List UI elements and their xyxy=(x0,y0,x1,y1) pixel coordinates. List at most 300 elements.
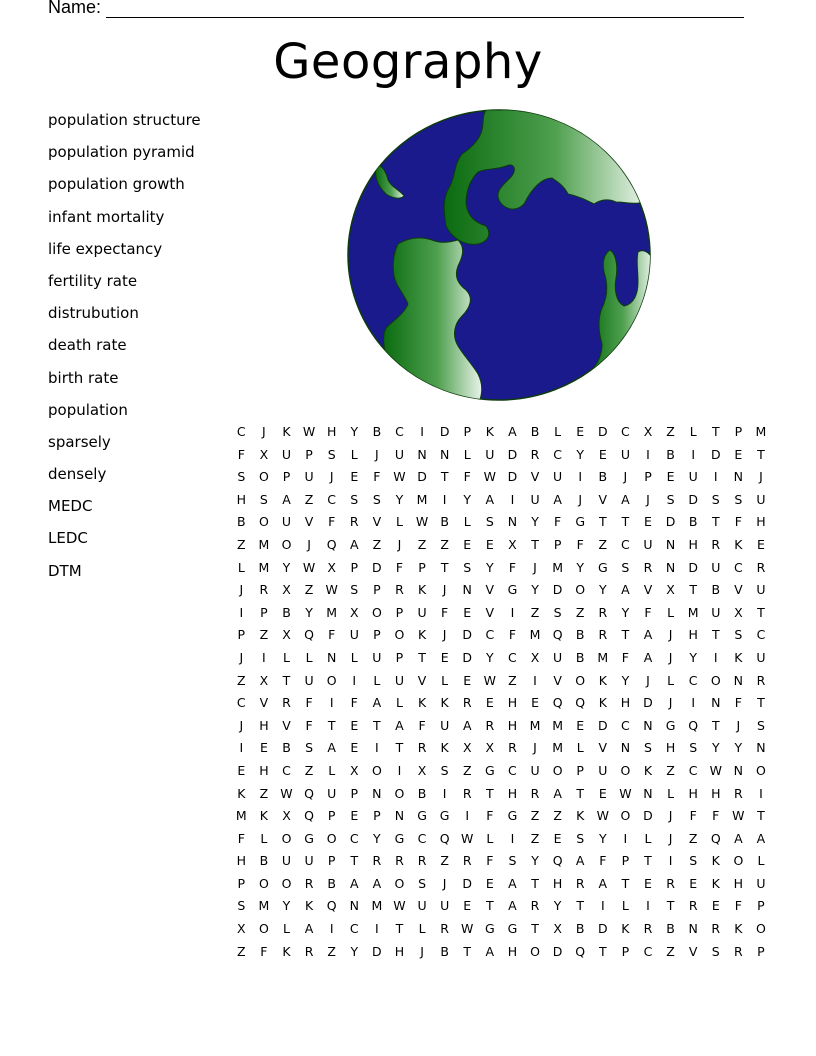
word-list-item: population growth xyxy=(48,175,185,194)
word-list-item: birth rate xyxy=(48,368,119,387)
grid-letter: C xyxy=(756,627,766,643)
grid-letter: J xyxy=(442,627,447,643)
grid-letter: F xyxy=(441,604,449,620)
grid-letter: X xyxy=(734,604,743,620)
grid-letter: V xyxy=(304,514,314,530)
grid-letter: X xyxy=(237,921,246,937)
grid-letter: Z xyxy=(666,762,675,778)
grid-letter: N xyxy=(665,536,676,552)
grid-letter: S xyxy=(666,491,675,507)
grid-letter: U xyxy=(756,582,766,598)
grid-letter: F xyxy=(486,808,494,824)
grid-letter: A xyxy=(327,740,336,756)
grid-letter: Z xyxy=(327,943,336,959)
grid-letter: Y xyxy=(531,514,539,530)
grid-letter: U xyxy=(530,491,540,507)
grid-letter: U xyxy=(304,853,314,869)
grid-letter: E xyxy=(666,469,675,485)
grid-letter: F xyxy=(328,514,336,530)
grid-letter: T xyxy=(711,424,720,439)
grid-letter: R xyxy=(756,672,766,688)
grid-letter: J xyxy=(307,536,311,552)
grid-letter: G xyxy=(394,830,405,846)
grid-letter: Y xyxy=(486,559,494,575)
grid-letter: J xyxy=(262,424,266,439)
grid-letter: Y xyxy=(531,582,539,598)
grid-letter: Z xyxy=(530,604,540,620)
grid-letter: C xyxy=(688,672,698,688)
grid-letter: U xyxy=(281,853,292,869)
grid-letter: F xyxy=(644,604,652,620)
grid-letter: N xyxy=(756,740,766,756)
grid-letter: E xyxy=(463,898,472,914)
grid-letter: N xyxy=(643,785,653,801)
grid-letter: T xyxy=(531,875,539,891)
grid-letter: X xyxy=(282,808,291,824)
grid-letter: A xyxy=(508,424,517,439)
grid-letter: U xyxy=(711,604,721,620)
grid-letter: R xyxy=(508,740,517,756)
grid-letter: D xyxy=(462,649,473,665)
grid-letter: I xyxy=(646,446,650,462)
grid-letter: P xyxy=(350,559,359,575)
grid-letter: J xyxy=(759,469,763,485)
grid-letter: E xyxy=(553,830,562,846)
grid-letter: I xyxy=(623,830,628,846)
grid-letter: W xyxy=(393,898,406,914)
grid-letter: L xyxy=(283,649,290,665)
grid-letter: E xyxy=(576,717,585,733)
grid-letter: R xyxy=(643,921,653,937)
grid-letter: Y xyxy=(350,424,359,439)
grid-letter: U xyxy=(417,604,427,620)
grid-letter: Q xyxy=(304,627,314,643)
grid-letter: C xyxy=(688,762,698,778)
grid-letter: P xyxy=(644,469,652,485)
grid-letter: L xyxy=(418,921,426,937)
grid-letter: A xyxy=(553,491,562,507)
grid-letter: U xyxy=(756,875,766,891)
grid-letter: O xyxy=(530,943,540,959)
grid-letter: S xyxy=(259,491,268,507)
grid-letter: C xyxy=(621,717,630,733)
grid-letter: N xyxy=(462,582,472,598)
grid-letter: I xyxy=(375,740,379,756)
grid-letter: D xyxy=(597,717,608,733)
grid-letter: U xyxy=(711,559,721,575)
word-search-grid xyxy=(230,421,772,963)
grid-letter: X xyxy=(462,740,472,756)
grid-letter: U xyxy=(643,536,653,552)
grid-letter: R xyxy=(711,921,721,937)
grid-letter: R xyxy=(734,785,743,801)
grid-letter: U xyxy=(304,672,314,688)
grid-letter: E xyxy=(440,649,449,665)
grid-letter: M xyxy=(371,898,383,914)
grid-letter: P xyxy=(463,424,471,439)
word-list-item: infant mortality xyxy=(48,207,165,226)
grid-letter: M xyxy=(529,717,541,733)
grid-letter: Z xyxy=(259,785,269,801)
grid-letter: H xyxy=(507,717,518,733)
grid-letter: T xyxy=(418,649,426,665)
grid-letter: U xyxy=(756,649,766,665)
grid-letter: G xyxy=(417,808,427,824)
grid-letter: P xyxy=(395,604,404,620)
grid-letter: C xyxy=(508,762,517,778)
grid-letter: A xyxy=(282,491,291,507)
grid-letter: L xyxy=(350,649,358,665)
grid-letter: P xyxy=(757,943,765,959)
grid-letter: K xyxy=(621,921,630,937)
grid-letter: T xyxy=(757,808,765,824)
grid-letter: O xyxy=(258,921,269,937)
grid-letter: H xyxy=(688,627,698,643)
grid-letter: Z xyxy=(688,830,698,846)
grid-letter: X xyxy=(553,921,562,937)
grid-letter: J xyxy=(646,491,650,507)
grid-letter: C xyxy=(395,424,404,439)
grid-letter: D xyxy=(597,424,608,439)
grid-letter: K xyxy=(417,695,427,711)
grid-letter: T xyxy=(598,514,607,530)
grid-letter: I xyxy=(510,830,515,846)
grid-letter: Z xyxy=(530,830,540,846)
grid-letter: S xyxy=(689,740,698,756)
grid-letter: U xyxy=(281,446,292,462)
grid-letter: Z xyxy=(575,604,585,620)
grid-letter: Q xyxy=(575,695,586,711)
grid-letter: W xyxy=(732,808,745,824)
grid-letter: E xyxy=(644,514,652,530)
grid-letter: I xyxy=(646,898,650,914)
grid-letter: B xyxy=(327,875,336,891)
grid-letter: V xyxy=(485,604,495,620)
grid-letter: F xyxy=(418,717,426,733)
grid-letter: P xyxy=(237,875,246,891)
grid-letter: P xyxy=(327,808,336,824)
grid-letter: E xyxy=(711,898,720,914)
grid-letter: R xyxy=(259,582,269,598)
grid-letter: A xyxy=(372,695,382,711)
grid-letter: D xyxy=(507,446,518,462)
grid-letter: T xyxy=(327,717,336,733)
grid-letter: K xyxy=(440,695,449,711)
grid-letter: O xyxy=(258,875,269,891)
grid-letter: I xyxy=(691,446,696,462)
grid-letter: I xyxy=(759,785,763,801)
grid-letter: F xyxy=(305,695,313,711)
grid-letter: F xyxy=(621,649,629,665)
grid-letter: J xyxy=(239,717,244,733)
grid-letter: V xyxy=(734,582,743,598)
grid-letter: E xyxy=(350,740,359,756)
grid-letter: A xyxy=(598,875,608,891)
grid-letter: O xyxy=(371,762,382,778)
grid-letter: K xyxy=(259,808,268,824)
grid-letter: B xyxy=(688,514,698,530)
grid-letter: F xyxy=(395,559,404,575)
grid-letter: Q xyxy=(304,808,314,824)
grid-letter: B xyxy=(282,604,291,620)
grid-letter: T xyxy=(486,898,494,914)
grid-letter: K xyxy=(598,672,607,688)
grid-letter: P xyxy=(305,446,313,462)
grid-letter: J xyxy=(668,830,673,846)
grid-letter: S xyxy=(463,559,472,575)
word-list-item: LEDC xyxy=(48,529,88,548)
word-list-item: densely xyxy=(48,465,107,484)
grid-letter: E xyxy=(463,536,472,552)
grid-letter: E xyxy=(463,604,472,620)
grid-letter: R xyxy=(349,514,359,530)
grid-letter: O xyxy=(620,762,631,778)
name-field xyxy=(48,0,744,18)
grid-letter: J xyxy=(375,446,379,462)
grid-letter: R xyxy=(440,921,449,937)
grid-letter: E xyxy=(485,536,494,552)
grid-letter: R xyxy=(756,559,766,575)
grid-letter: E xyxy=(598,785,607,801)
grid-letter: F xyxy=(305,717,313,733)
grid-letter: F xyxy=(260,943,268,959)
grid-letter: P xyxy=(373,582,381,598)
grid-letter: S xyxy=(734,627,743,643)
grid-letter: W xyxy=(596,808,609,824)
grid-letter: P xyxy=(418,559,426,575)
grid-letter: A xyxy=(485,491,495,507)
grid-letter: L xyxy=(554,424,562,439)
grid-letter: U xyxy=(327,785,337,801)
grid-letter: Y xyxy=(711,740,720,756)
grid-letter: O xyxy=(326,672,337,688)
grid-letter: I xyxy=(668,853,673,869)
grid-letter: R xyxy=(530,898,540,914)
grid-letter: E xyxy=(485,695,494,711)
grid-letter: T xyxy=(644,853,652,869)
grid-letter: N xyxy=(665,559,676,575)
name-line[interactable] xyxy=(106,0,744,18)
grid-letter: C xyxy=(236,695,246,711)
grid-letter: P xyxy=(260,604,268,620)
grid-letter: F xyxy=(486,853,494,869)
grid-letter: Y xyxy=(621,672,630,688)
grid-letter: M xyxy=(552,740,563,756)
grid-letter: Q xyxy=(552,853,563,869)
page-title: Geography xyxy=(273,34,543,90)
word-list-item: sparsely xyxy=(48,432,111,451)
grid-letter: S xyxy=(576,830,585,846)
grid-letter: U xyxy=(304,469,314,485)
grid-letter: Q xyxy=(326,898,337,914)
grid-letter: J xyxy=(420,943,424,959)
grid-letter: L xyxy=(441,672,449,688)
grid-letter: A xyxy=(508,898,517,914)
grid-letter: O xyxy=(733,853,744,869)
grid-letter: G xyxy=(439,808,450,824)
word-list-item: population structure xyxy=(48,111,201,129)
grid-letter: G xyxy=(507,808,518,824)
grid-letter: R xyxy=(688,898,698,914)
grid-letter: J xyxy=(668,649,673,665)
grid-letter: Y xyxy=(734,740,743,756)
grid-letter: L xyxy=(328,762,336,778)
grid-letter: D xyxy=(552,582,563,598)
grid-letter: R xyxy=(372,853,382,869)
grid-letter: T xyxy=(576,785,585,801)
grid-letter: M xyxy=(552,717,563,733)
grid-letter: K xyxy=(734,921,743,937)
grid-letter: Z xyxy=(304,762,314,778)
grid-letter: T xyxy=(711,514,720,530)
grid-letter: Q xyxy=(304,785,314,801)
grid-letter: Z xyxy=(417,536,427,552)
grid-letter: E xyxy=(350,808,359,824)
grid-letter: T xyxy=(395,740,404,756)
grid-letter: U xyxy=(598,762,608,778)
grid-letter: C xyxy=(417,830,427,846)
grid-letter: T xyxy=(373,717,381,733)
grid-letter: O xyxy=(281,536,292,552)
grid-letter: E xyxy=(598,446,607,462)
grid-letter: W xyxy=(302,424,316,439)
grid-letter: R xyxy=(417,853,427,869)
grid-letter: U xyxy=(349,627,359,643)
grid-letter: S xyxy=(237,898,246,914)
grid-letter: T xyxy=(395,921,404,937)
grid-letter: B xyxy=(440,943,449,959)
grid-letter: X xyxy=(259,672,269,688)
grid-letter: U xyxy=(394,672,405,688)
grid-letter: Q xyxy=(552,695,563,711)
grid-letter: L xyxy=(667,785,675,801)
grid-letter: F xyxy=(328,627,336,643)
grid-letter: X xyxy=(349,762,359,778)
grid-letter: R xyxy=(598,627,608,643)
grid-letter: F xyxy=(237,830,245,846)
grid-letter: O xyxy=(710,672,721,688)
word-list-item: death rate xyxy=(48,336,127,355)
grid-letter: L xyxy=(260,830,268,846)
grid-letter: D xyxy=(710,446,721,462)
grid-letter: L xyxy=(486,830,494,846)
grid-letter: D xyxy=(643,808,653,824)
grid-letter: K xyxy=(576,808,585,824)
grid-letter: T xyxy=(666,898,675,914)
grid-letter: S xyxy=(621,559,630,575)
grid-letter: W xyxy=(393,469,406,485)
grid-letter: V xyxy=(417,672,427,688)
grid-letter: O xyxy=(394,785,405,801)
grid-letter: B xyxy=(440,514,449,530)
grid-letter: R xyxy=(304,943,314,959)
grid-letter: I xyxy=(600,898,605,914)
grid-letter: D xyxy=(462,875,473,891)
grid-letter: D xyxy=(507,469,518,485)
grid-letter: V xyxy=(688,943,698,959)
grid-letter: E xyxy=(237,762,246,778)
grid-letter: C xyxy=(282,762,291,778)
grid-letter: N xyxy=(372,785,382,801)
grid-letter: F xyxy=(734,695,742,711)
grid-letter: I xyxy=(239,604,244,620)
grid-letter: P xyxy=(757,898,765,914)
grid-letter: I xyxy=(510,491,515,507)
grid-letter: B xyxy=(282,740,291,756)
grid-letter: T xyxy=(350,853,359,869)
grid-letter: T xyxy=(621,627,630,643)
grid-letter: J xyxy=(533,559,537,575)
grid-letter: Y xyxy=(689,649,697,665)
grid-letter: E xyxy=(757,536,765,552)
grid-letter: R xyxy=(395,853,404,869)
grid-letter: A xyxy=(485,943,495,959)
grid-letter: N xyxy=(417,446,427,462)
grid-letter: U xyxy=(553,649,563,665)
grid-letter: O xyxy=(371,604,382,620)
grid-letter: T xyxy=(757,446,765,462)
grid-letter: Y xyxy=(598,830,607,846)
grid-letter: A xyxy=(643,627,653,643)
grid-letter: L xyxy=(576,740,584,756)
grid-letter: K xyxy=(237,785,246,801)
grid-letter: R xyxy=(666,875,675,891)
grid-letter: Z xyxy=(237,672,246,688)
grid-letter: A xyxy=(621,491,630,507)
grid-letter: U xyxy=(756,491,766,507)
grid-letter: Y xyxy=(305,604,313,620)
grid-letter: J xyxy=(623,469,628,485)
grid-letter: R xyxy=(598,604,608,620)
grid-letter: B xyxy=(372,424,382,439)
grid-letter: H xyxy=(326,424,337,439)
word-list-item: fertility rate xyxy=(48,271,138,290)
grid-letter: Z xyxy=(304,582,314,598)
grid-letter: I xyxy=(442,491,447,507)
grid-letter: Q xyxy=(326,536,337,552)
grid-letter: S xyxy=(734,491,743,507)
grid-letter: J xyxy=(329,469,334,485)
grid-letter: F xyxy=(599,853,607,869)
grid-letter: F xyxy=(463,469,471,485)
grid-letter: I xyxy=(420,424,424,439)
grid-letter: J xyxy=(668,627,673,643)
word-list-item: life expectancy xyxy=(48,239,163,258)
grid-letter: U xyxy=(440,717,450,733)
grid-letter: Z xyxy=(372,536,382,552)
grid-letter: N xyxy=(711,695,721,711)
grid-letter: A xyxy=(643,649,653,665)
grid-letter: B xyxy=(666,921,675,937)
grid-letter: E xyxy=(689,875,698,891)
grid-letter: T xyxy=(711,717,720,733)
grid-letter: L xyxy=(644,830,652,846)
grid-letter: T xyxy=(598,943,607,959)
grid-letter: D xyxy=(665,514,676,530)
grid-letter: O xyxy=(620,808,631,824)
grid-letter: O xyxy=(281,830,292,846)
grid-letter: I xyxy=(713,649,718,665)
grid-letter: N xyxy=(349,898,359,914)
grid-letter: W xyxy=(461,830,474,846)
grid-letter: G xyxy=(484,762,495,778)
grid-letter: H xyxy=(620,695,631,711)
grid-letter: F xyxy=(734,898,742,914)
grid-letter: E xyxy=(576,424,585,439)
grid-letter: P xyxy=(395,649,404,665)
grid-letter: E xyxy=(644,875,652,891)
grid-letter: P xyxy=(373,627,381,643)
